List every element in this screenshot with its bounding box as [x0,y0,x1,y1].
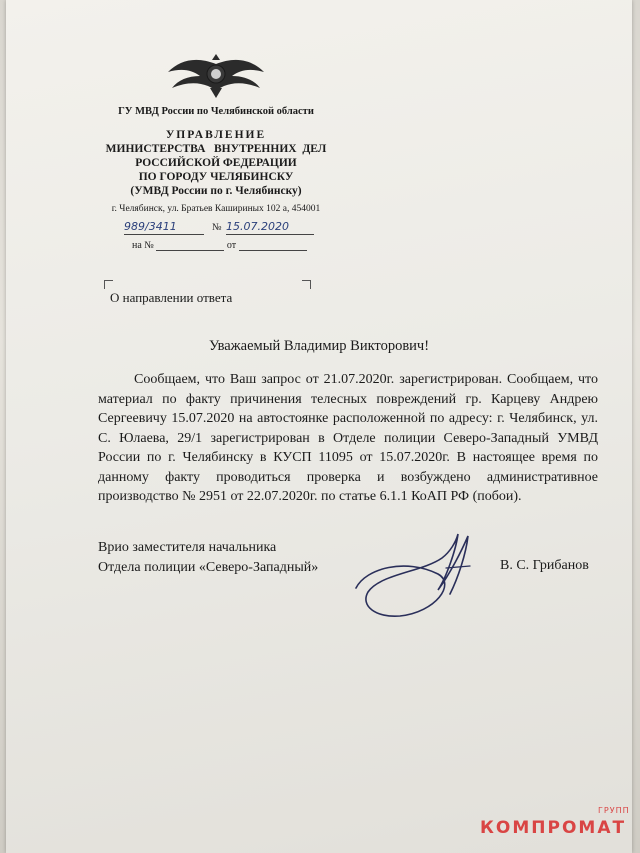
department-line: РОССИЙСКОЙ ФЕДЕРАЦИИ [135,157,297,169]
signatory-position [98,538,318,578]
salutation: Уважаемый Владимир Викторович! [208,338,430,354]
letter-page [6,0,632,853]
outgoing-date: 15.07.2020 [226,220,314,235]
double-headed-eagle-emblem-icon [166,50,266,100]
position-line: Врио заместителя начальника [98,540,277,555]
letter-body [98,370,598,507]
subject-bracket-left [104,280,113,289]
letter-subject: О направлении ответа [110,290,233,305]
handwritten-signature-icon [346,528,486,624]
number-sign: № [212,222,222,233]
watermark-logo [480,806,630,848]
reply-reference [132,240,307,251]
department-line: ПО ГОРОДУ ЧЕЛЯБИНСКУ [138,171,294,183]
department-name [6,128,426,198]
reply-number-blank [156,240,224,251]
position-line: Отдела полиции «Северо-Западный» [98,560,319,575]
subject-bracket-right [302,280,311,289]
reply-number-label: на № [132,240,154,251]
department-address: г. Челябинск, ул. Братьев Кашириных 102 а, 454001 [111,204,321,214]
outgoing-number: 989/3411 [124,220,204,235]
body-paragraph: Сообщаем, что Ваш запрос от 21.07.2020г. зарегистрирован. Сообщаем, что материал по факту причинения телесных повреждений гр. Карцеву Андрею Сергеевичу 15.07.2020 на автостоянке расположенной по адресу: г. Челябинск, ул. С. Юлаева, 29/1 зарегистрирован в Отделе полиции Северо-Западный УМВД России по г. Челябинску в КУСП 11095 от 15.07.2020г. В настоящее время по данному факту проводиться проверка и возбуждено административное производство № 2951 от 22.07.2020г. по статье 6.1.1 КоАП РФ (побои). [98,372,598,504]
department-line: УПРАВЛЕНИЕ [165,129,267,141]
reply-date-label: от [226,240,237,251]
department-line: (УМВД России по г. Челябинску) [130,185,302,197]
department-line: МИНИСТЕРСТВА ВНУТРЕННИХ ДЕЛ [105,143,327,155]
parent-organization: ГУ МВД России по Челябинской области [118,106,314,117]
reply-date-blank [239,240,307,251]
watermark-word: КОМПРОМАТ [480,818,627,838]
watermark-group: ГРУПП [598,806,630,815]
signer-name: В. С. Грибанов [500,558,589,573]
